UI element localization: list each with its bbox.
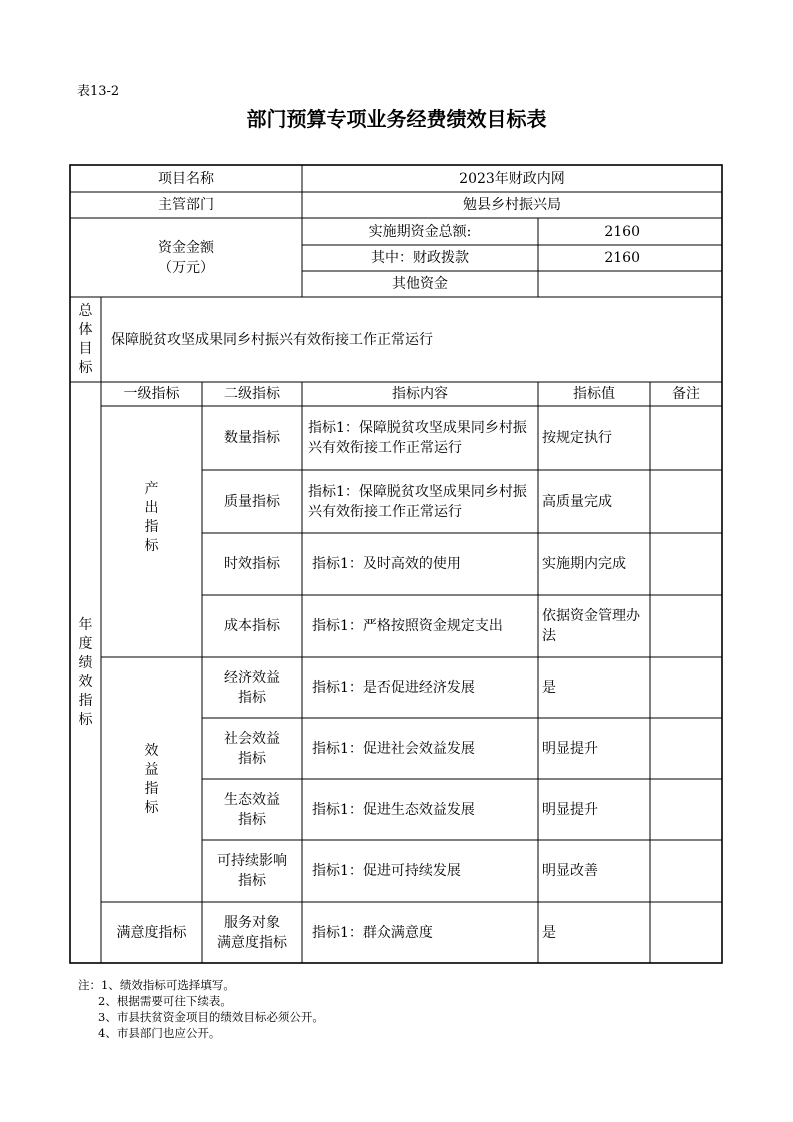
indicator-value: 明显改善 (542, 863, 598, 879)
indicator-value: 是 (542, 924, 556, 941)
output-group-char: 指 (144, 518, 159, 535)
annual-indicators-char: 指 (78, 692, 93, 709)
funds-label-line1: 资金金额 (158, 239, 214, 256)
indicator-content: 指标1：是否促进经济发展 (312, 679, 475, 696)
header-level2: 二级指标 (224, 386, 280, 402)
output-group-char: 出 (144, 499, 159, 516)
overall-goal-text: 保障脱贫攻坚成果同乡村振兴有效衔接工作正常运行 (111, 331, 433, 348)
overall-goal-char: 总 (78, 302, 93, 319)
total-funds-value: 2160 (604, 223, 640, 240)
indicator-value: 是 (542, 679, 556, 696)
funds-label (70, 218, 302, 297)
level2-cell: 质量指标 (224, 493, 280, 510)
header-level1: 一级指标 (123, 386, 180, 402)
indicator-remark (650, 718, 722, 779)
overall-goal-char: 标 (78, 359, 93, 376)
benefit-indicators-group (101, 657, 202, 902)
indicator-content: 指标1：群众满意度 (312, 924, 433, 941)
benefit-group-char: 指 (144, 780, 159, 797)
level2-cell: 成本指标 (224, 618, 280, 634)
annual-indicators-char: 标 (78, 711, 93, 728)
output-group-char: 标 (144, 537, 159, 554)
annual-indicators-char: 度 (78, 635, 93, 652)
fiscal-funds-label: 其中：财政拨款 (371, 250, 469, 266)
level2-cell: 社会效益 指标 (224, 730, 280, 767)
overall-goal-char: 目 (78, 340, 93, 357)
indicator-remark (650, 533, 722, 595)
indicator-value: 按规定执行 (542, 430, 612, 446)
level2-cell: 可持续影响 指标 (217, 853, 287, 889)
footnote: 2、根据需要可往下续表。 (98, 994, 232, 1008)
satisfaction-indicators-group: 满意度指标 (116, 924, 187, 941)
indicator-content: 指标1：严格按照资金规定支出 (312, 618, 503, 634)
footnotes (78, 977, 324, 1041)
annual-indicators-char: 效 (78, 673, 93, 690)
level2-cell: 数量指标 (224, 430, 280, 446)
benefit-group-char: 效 (144, 742, 159, 759)
level2-cell: 生态效益 指标 (224, 791, 280, 828)
indicator-content: 指标1：促进可持续发展 (312, 863, 461, 879)
overall-goal-label (70, 297, 101, 382)
indicator-remark (650, 470, 722, 533)
level2-cell: 时效指标 (224, 556, 280, 572)
header-value: 指标值 (573, 386, 615, 402)
benefit-group-char: 标 (144, 799, 159, 816)
header-remark: 备注 (672, 386, 700, 402)
indicator-content: 指标1：及时高效的使用 (312, 556, 461, 572)
fiscal-funds-value: 2160 (604, 250, 640, 266)
indicator-value: 明显提升 (542, 801, 598, 818)
indicator-remark (650, 406, 722, 470)
annual-indicators-char: 年 (78, 616, 93, 633)
total-funds-label: 实施期资金总额: (368, 223, 472, 240)
project-name-label: 项目名称 (158, 170, 214, 187)
indicator-value: 明显提升 (542, 740, 598, 757)
benefit-group-char: 益 (144, 761, 159, 778)
project-name-value: 2023年财政内网 (459, 170, 565, 187)
overall-goal-char: 体 (78, 321, 93, 338)
annual-indicators-label (70, 382, 101, 963)
annual-indicators-char: 绩 (78, 654, 93, 671)
indicator-remark (650, 595, 722, 657)
funds-label-line2: （万元） (158, 259, 214, 276)
indicator-content: 指标1：促进生态效益发展 (312, 801, 475, 818)
output-indicators-group (101, 406, 202, 657)
indicator-remark (650, 779, 722, 840)
level2-cell: 经济效益 指标 (224, 669, 280, 706)
footnote: 4、市县部门也应公开。 (98, 1026, 221, 1040)
indicator-value: 依据资金管理办法 (542, 608, 640, 644)
page-title: 部门预算专项业务经费绩效目标表 (246, 107, 547, 131)
indicator-content: 指标1：促进社会效益发展 (312, 740, 475, 757)
output-group-char: 产 (144, 480, 159, 497)
indicator-remark (650, 657, 722, 718)
indicator-remark (650, 902, 722, 963)
dept-value: 勉县乡村振兴局 (463, 197, 561, 213)
header-content: 指标内容 (392, 386, 448, 402)
level2-cell: 服务对象 满意度指标 (217, 914, 287, 951)
other-funds-label: 其他资金 (392, 276, 448, 292)
table-number: 表13-2 (77, 84, 120, 99)
dept-label: 主管部门 (158, 197, 214, 213)
indicator-value: 实施期内完成 (542, 556, 626, 572)
other-funds-value (538, 271, 722, 297)
footnote: 3、市县扶贫资金项目的绩效目标必须公开。 (98, 1010, 324, 1024)
indicator-value: 高质量完成 (542, 493, 612, 510)
indicator-content: 指标1：保障脱贫攻坚成果同乡村振兴有效衔接工作正常运行 (308, 483, 527, 520)
indicator-content: 指标1：保障脱贫攻坚成果同乡村振兴有效衔接工作正常运行 (308, 420, 527, 456)
indicator-remark (650, 840, 722, 902)
footnote: 注：1、绩效指标可选择填写。 (78, 978, 235, 992)
